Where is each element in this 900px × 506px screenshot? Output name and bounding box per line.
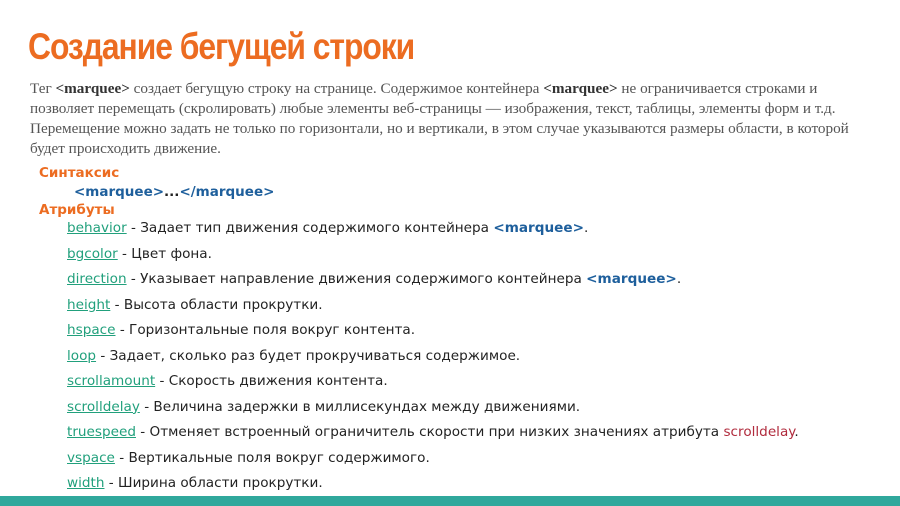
attribute-description: - Отменяет встроенный ограничитель скорости при низких значениях атрибута [135, 424, 724, 440]
attribute-item-hspace [67, 318, 799, 344]
attribute-item-direction [67, 267, 799, 293]
attribute-item-truespeed [67, 420, 799, 446]
intro-text-3: не ограничивается строками и позволяет перемещать (скролировать) любые элементы веб-страницы — изображения, текст, таблицы, элементы форм и т.д. Перемещение можно задать не только по горизонтали, но и вертикали, в этом случае указываются размеры области, в которой будет происходить движение. [30, 80, 849, 157]
attribute-link-scrollamount[interactable]: scrollamount [67, 373, 156, 389]
attribute-punctuation: . [794, 424, 799, 440]
attribute-link-vspace[interactable]: vspace [67, 449, 115, 466]
attribute-description: - Ширина области прокрутки. [104, 475, 323, 491]
attribute-link-bgcolor[interactable]: bgcolor [67, 245, 118, 262]
attribute-item-width [67, 471, 799, 497]
attribute-description: - Задает тип движения содержимого контейнера [126, 220, 494, 236]
attribute-description: - Скорость движения контента. [155, 373, 388, 389]
intro-tag-2: <marquee> [543, 80, 618, 97]
attribute-link-hspace[interactable]: hspace [67, 322, 116, 338]
syntax-open-tag: <marquee> [74, 184, 165, 200]
attribute-link-truespeed[interactable]: truespeed [67, 424, 136, 440]
attribute-link-height[interactable]: height [67, 296, 111, 313]
syntax-close-tag: </marquee> [179, 184, 275, 200]
attribute-link-width[interactable]: width [67, 475, 105, 491]
attribute-item-scrolldelay [67, 395, 799, 421]
attribute-item-loop [67, 344, 799, 370]
attribute-item-behavior [67, 216, 799, 242]
attribute-item-scrollamount [67, 369, 799, 395]
bottom-accent-bar [0, 496, 900, 506]
attribute-description: - Цвет фона. [117, 245, 212, 262]
attribute-punctuation: . [676, 271, 682, 287]
attribute-link-loop[interactable]: loop [67, 347, 97, 364]
attribute-tag-code: <marquee> [586, 271, 677, 287]
attribute-item-height [67, 293, 799, 319]
attribute-description: - Указывает направление движения содержимого контейнера [126, 271, 587, 287]
attribute-description: - Вертикальные поля вокруг содержимого. [114, 449, 430, 466]
syntax-ellipsis: ... [164, 184, 180, 200]
intro-paragraph [30, 79, 880, 159]
attribute-description: - Задает, сколько раз будет прокручиваться содержимое. [96, 347, 521, 364]
attribute-highlight: scrolldelay [723, 424, 795, 440]
syntax-heading: Синтаксис [39, 165, 120, 181]
attribute-link-scrolldelay[interactable]: scrolldelay [67, 398, 140, 415]
attribute-item-vspace [67, 446, 799, 472]
attribute-item-bgcolor [67, 242, 799, 268]
attribute-description: - Величина задержки в миллисекундах между движениями. [139, 398, 581, 415]
syntax-example [74, 183, 274, 201]
attribute-list [67, 216, 799, 497]
attribute-punctuation: . [583, 220, 589, 236]
attribute-link-behavior[interactable]: behavior [67, 220, 127, 236]
intro-text-2: создает бегущую строку на странице. Содержимое контейнера [129, 80, 544, 97]
intro-tag-1: <marquee> [55, 80, 130, 97]
intro-text-1: Тег [30, 80, 56, 97]
attribute-tag-code: <marquee> [493, 220, 584, 236]
attribute-link-direction[interactable]: direction [67, 271, 127, 287]
attribute-description: - Горизонтальные поля вокруг контента. [115, 322, 416, 338]
attribute-description: - Высота области прокрутки. [110, 296, 323, 313]
page-title: Создание бегущей строки [28, 26, 415, 67]
attributes-heading: Атрибуты [39, 202, 115, 218]
